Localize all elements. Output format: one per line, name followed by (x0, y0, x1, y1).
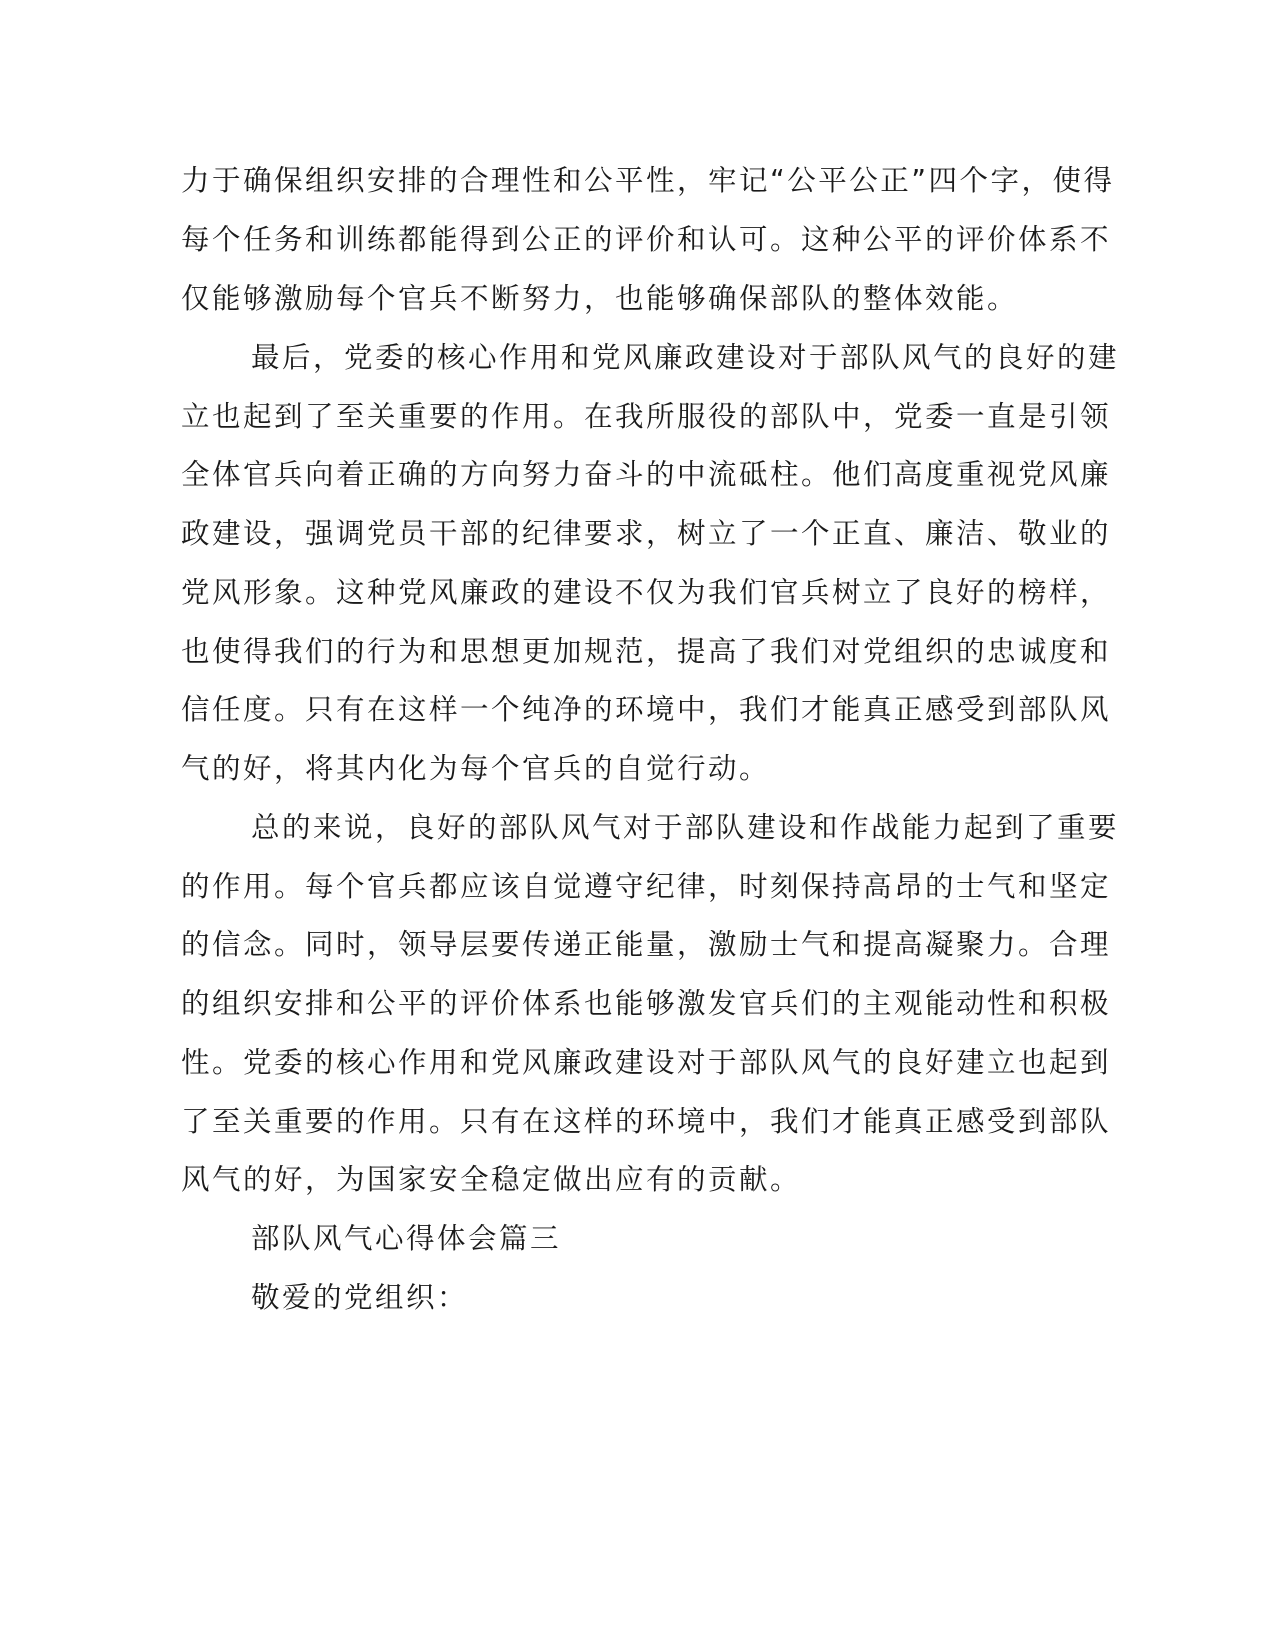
salutation: 敬爱的党组织： (251, 1281, 469, 1314)
text-line: 信任度。只有在这样一个纯净的环境中，我们才能真正感受到部队风 (181, 693, 1112, 726)
text-line: 立也起到了至关重要的作用。在我所服役的部队中，党委一直是引领 (181, 400, 1112, 433)
text-line: 了至关重要的作用。只有在这样的环境中，我们才能真正感受到部队 (181, 1105, 1112, 1138)
text-line: 性。党委的核心作用和党风廉政建设对于部队风气的良好建立也起到 (181, 1046, 1112, 1079)
text-line: 的作用。每个官兵都应该自觉遵守纪律，时刻保持高昂的士气和坚定 (181, 870, 1112, 903)
text-line: 的组织安排和公平的评价体系也能够激发官兵们的主观能动性和积极 (181, 987, 1112, 1020)
text-line: 气的好，将其内化为每个官兵的自觉行动。 (181, 752, 771, 785)
text-line: 力于确保组织安排的合理性和公平性，牢记“公平公正”四个字，使得 (181, 164, 1115, 197)
text-line: 也使得我们的行为和思想更加规范，提高了我们对党组织的忠诚度和 (181, 635, 1112, 668)
paragraph-first-line: 最后，党委的核心作用和党风廉政建设对于部队风气的良好的建 (251, 341, 1120, 374)
text-line: 政建设，强调党员干部的纪律要求，树立了一个正直、廉洁、敬业的 (181, 517, 1112, 550)
text-line: 的信念。同时，领导层要传递正能量，激励士气和提高凝聚力。合理 (181, 928, 1112, 961)
text-line: 仅能够激励每个官兵不断努力，也能够确保部队的整体效能。 (181, 282, 1019, 315)
section-heading: 部队风气心得体会篇三 (251, 1222, 562, 1255)
text-line: 风气的好，为国家安全稳定做出应有的贡献。 (181, 1163, 802, 1196)
paragraph-first-line: 总的来说，良好的部队风气对于部队建设和作战能力起到了重要 (251, 811, 1120, 844)
text-line: 党风形象。这种党风廉政的建设不仅为我们官兵树立了良好的榜样， (181, 576, 1112, 609)
text-line: 每个任务和训练都能得到公正的评价和认可。这种公平的评价体系不 (181, 223, 1112, 256)
text-line: 全体官兵向着正确的方向努力奋斗的中流砥柱。他们高度重视党风廉 (181, 458, 1112, 491)
